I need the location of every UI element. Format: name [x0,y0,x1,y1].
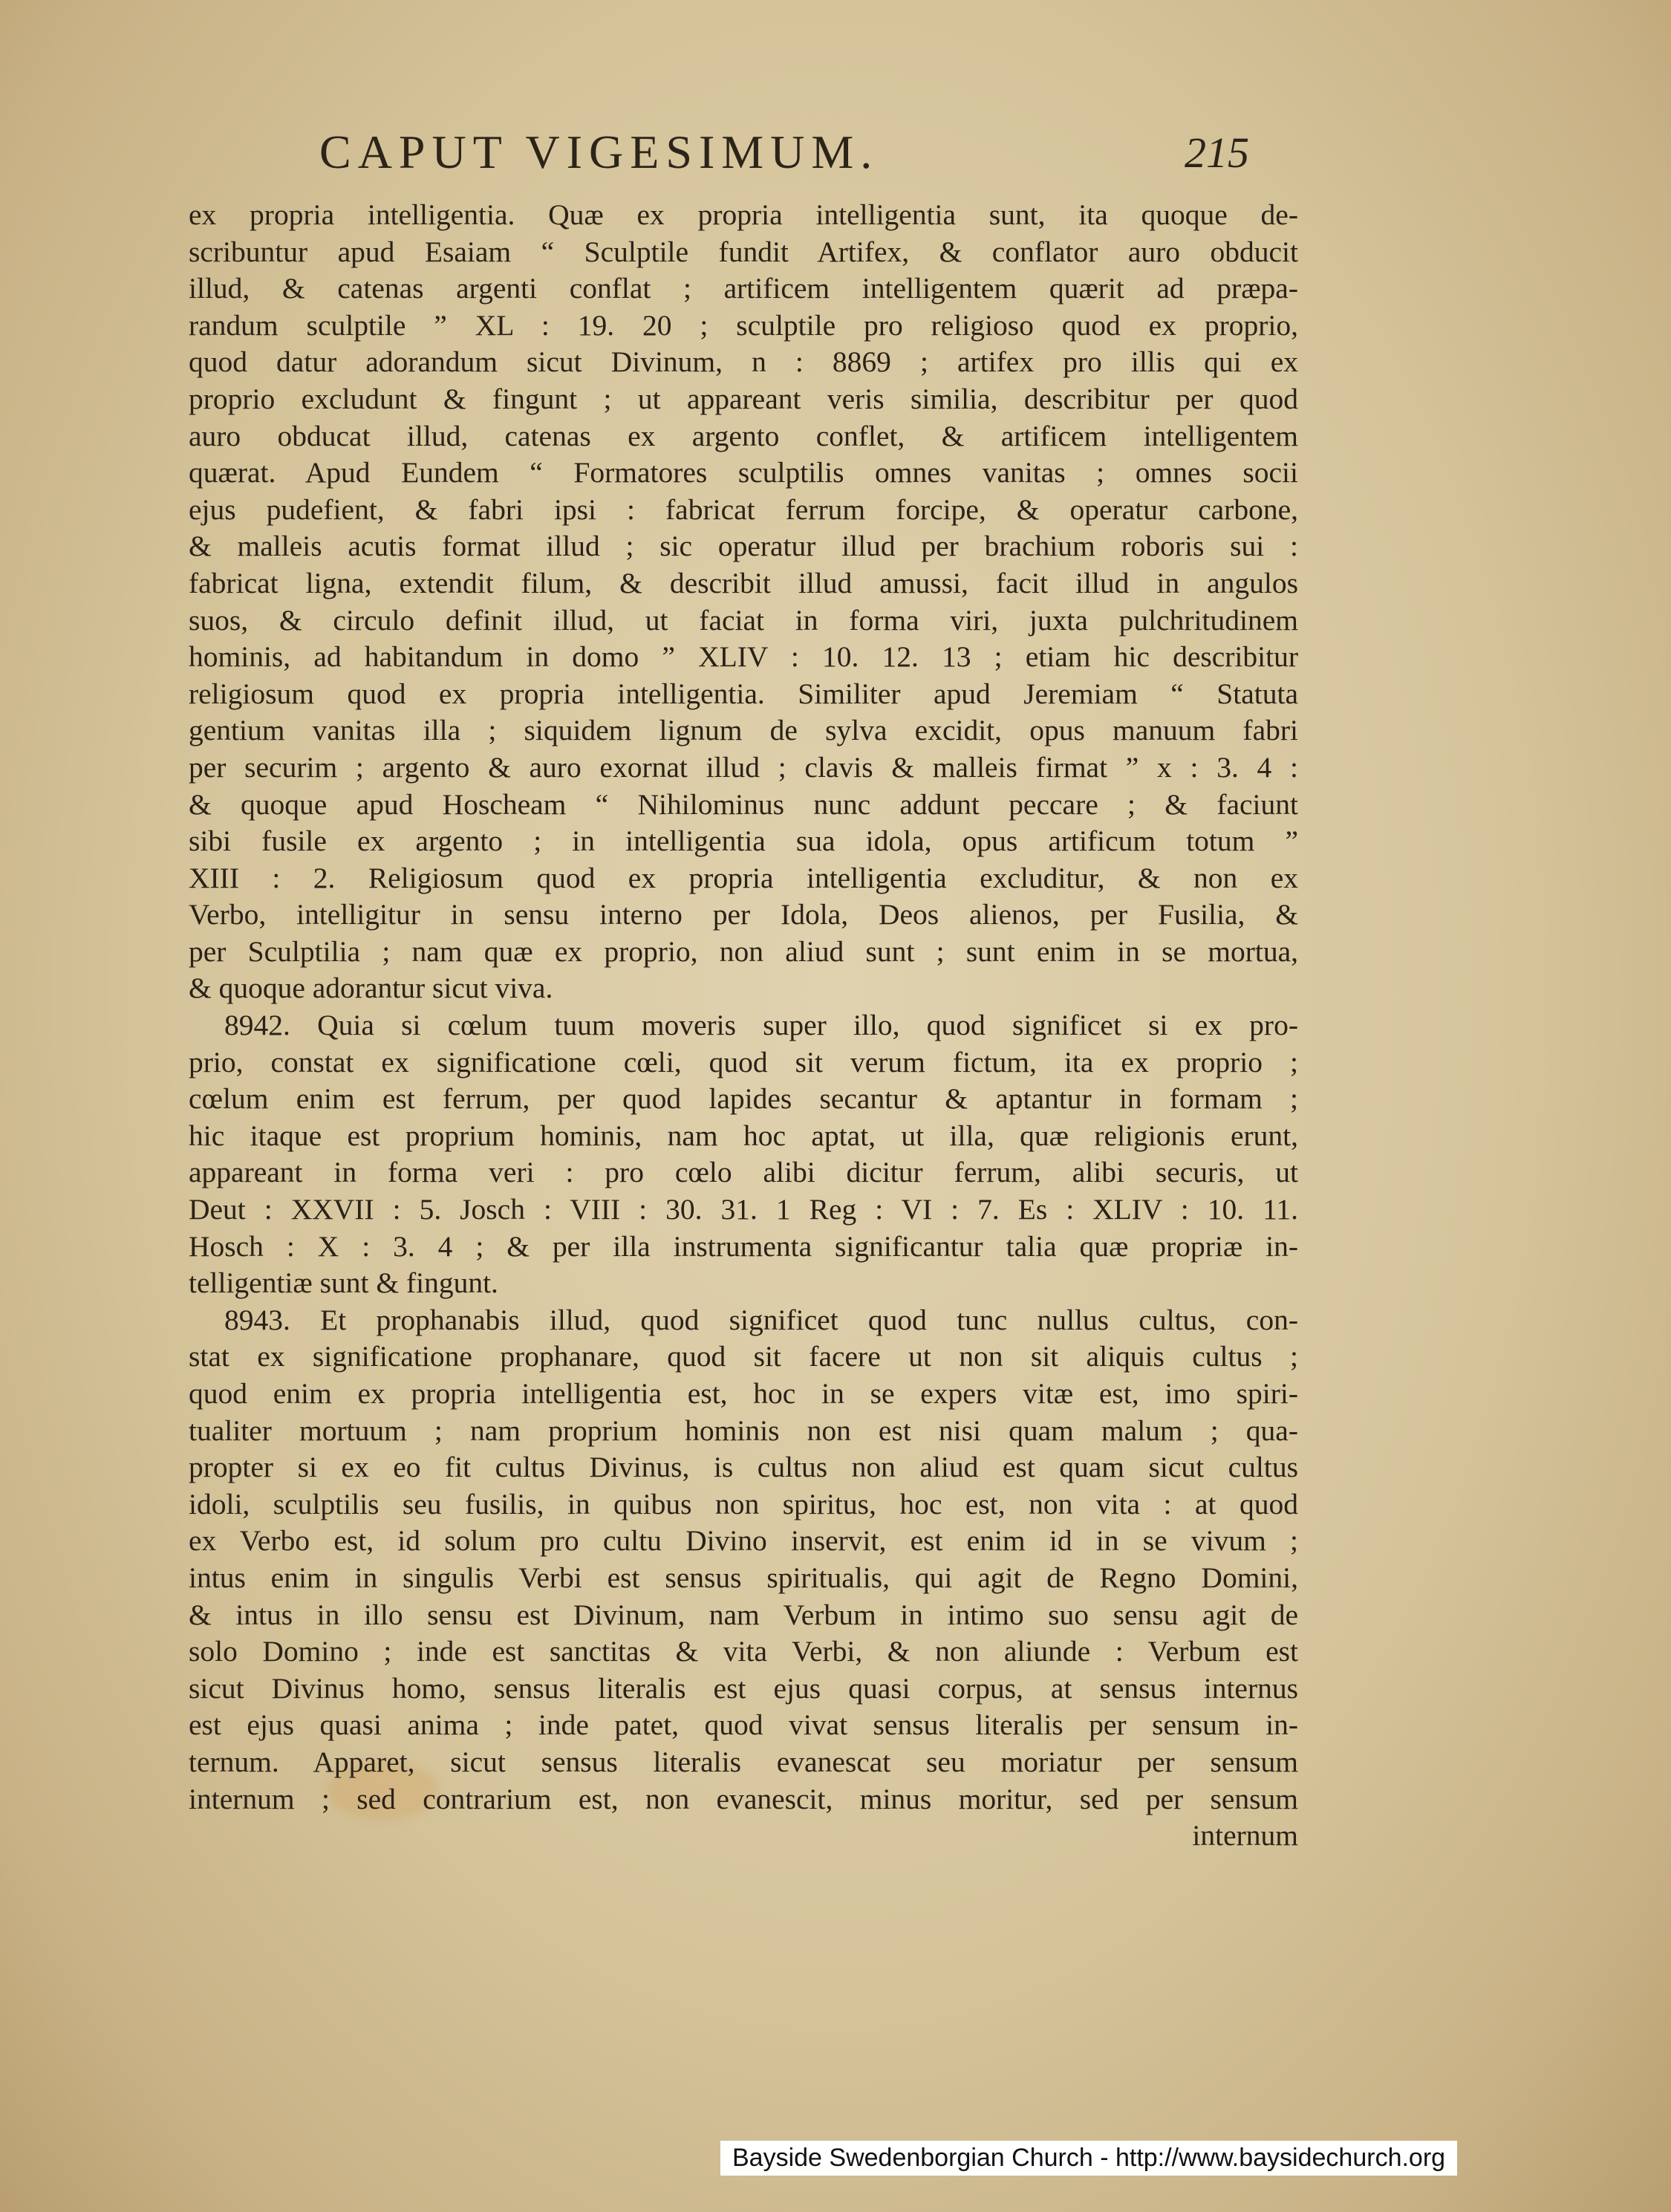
text-line: cœlum enim est ferrum, per quod lapides secantur & aptantur in formam ; [189,1082,1298,1116]
text-line: quærat. Apud Eundem “ Formatores sculptilis omnes vanitas ; omnes socii [189,456,1298,489]
text-line: Hosch : X : 3. 4 ; & per illa instrumenta significantur talia quæ propriæ in- [189,1229,1298,1263]
page-number: 215 [1185,129,1249,177]
text-line: Verbo, intelligitur in sensu interno per Idola, Deos alienos, per Fusilia, & [189,898,1298,931]
text-line: intus enim in singulis Verbi est sensus spiritualis, qui agit de Regno Domini, [189,1561,1298,1594]
text-line: proprio excludunt & fingunt ; ut appareant veris similia, describitur per quod [189,382,1298,415]
text-line: per Sculptilia ; nam quæ ex proprio, non aliud sunt ; sunt enim in se mortua, [189,934,1298,968]
text-line: fabricat ligna, extendit filum, & describit illud amussi, facit illud in angulos [189,566,1298,599]
text-line: hominis, ad habitandum in domo ” XLIV : 10. 12. 13 ; etiam hic describitur [189,640,1298,674]
text-line: 8942. Quia si cœlum tuum moveris super illo, quod significet si ex pro- [224,1009,1298,1042]
text-line: & quoque apud Hoscheam “ Nihilominus nunc addunt peccare ; & faciunt [189,787,1298,821]
text-line: idoli, sculptilis seu fusilis, in quibus non spiritus, hoc est, non vita : at quod [189,1487,1298,1520]
text-line: tualiter mortuum ; nam proprium hominis non est nisi quam malum ; qua- [189,1414,1298,1447]
text-line: scribuntur apud Esaiam “ Sculptile fundit Artifex, & conflator auro obducit [189,235,1298,268]
text-line: suos, & circulo definit illud, ut faciat in forma viri, juxta pulchritudinem [189,603,1298,637]
text-line: & quoque adorantur sicut viva. [189,972,553,1005]
body-text [189,197,1298,1855]
running-head: CAPUT VIGESIMUM. [319,126,879,178]
page-header [0,125,1671,184]
text-line: ex propria intelligentia. Quæ ex propria intelligentia sunt, ita quoque de- [189,198,1298,231]
text-line: est ejus quasi anima ; inde patet, quod vivat sensus literalis per sensum in- [189,1708,1298,1742]
text-line: telligentiæ sunt & fingunt. [189,1266,498,1300]
text-line: ternum. Apparet, sicut sensus literalis evanescat seu moriatur per sensum [189,1745,1298,1778]
text-line: quod enim ex propria intelligentia est, hoc in se expers vitæ est, imo spiri- [189,1377,1298,1410]
text-line: Deut : XXVII : 5. Josch : VIII : 30. 31. 1 Reg : VI : 7. Es : XLIV : 10. 11. [189,1193,1298,1226]
text-line: appareant in forma veri : pro cœlo alibi dicitur ferrum, alibi securis, ut [189,1156,1298,1189]
text-line: prio, constat ex significatione cœli, quod sit verum fictum, ita ex proprio ; [189,1045,1298,1079]
catchword: internum [1192,1819,1298,1852]
text-line: propter si ex eo fit cultus Divinus, is cultus non aliud est quam sicut cultus [189,1451,1298,1484]
text-line: ejus pudefient, & fabri ipsi : fabricat ferrum forcipe, & operatur carbone, [189,492,1298,526]
text-line: XIII : 2. Religiosum quod ex propria intelligentia excluditur, & non ex [189,861,1298,894]
text-line: hic itaque est proprium hominis, nam hoc aptat, ut illa, quæ religionis erunt, [189,1119,1298,1152]
text-line: ex Verbo est, id solum pro cultu Divino inservit, est enim id in se vivum ; [189,1524,1298,1558]
text-line: randum sculptile ” XL : 19. 20 ; sculptile pro religioso quod ex proprio, [189,308,1298,342]
text-line: sicut Divinus homo, sensus literalis est ejus quasi corpus, at sensus internus [189,1671,1298,1705]
text-line: 8943. Et prophanabis illud, quod significet quod tunc nullus cultus, con- [224,1303,1298,1336]
text-line: solo Domino ; inde est sanctitas & vita Verbi, & non aliunde : Verbum est [189,1635,1298,1668]
text-line: stat ex significatione prophanare, quod sit facere ut non sit aliquis cultus ; [189,1340,1298,1373]
text-line: internum ; sed contrarium est, non evanescit, minus moritur, sed per sensum [189,1782,1298,1815]
text-line: sibi fusile ex argento ; in intelligentia sua idola, opus artificum totum ” [189,824,1298,858]
text-line: per securim ; argento & auro exornat illud ; clavis & malleis firmat ” x : 3. 4 : [189,750,1298,784]
text-line: & malleis acutis format illud ; sic operatur illud per brachium roboris sui : [189,530,1298,563]
text-line: & intus in illo sensu est Divinum, nam Verbum in intimo suo sensu agit de [189,1598,1298,1631]
text-line: quod datur adorandum sicut Divinum, n : 8869 ; artifex pro illis qui ex [189,345,1298,379]
source-watermark: Bayside Swedenborgian Church - http://www.baysidechurch.org [720,2141,1457,2176]
text-line: illud, & catenas argenti conflat ; artificem intelligentem quærit ad præpa- [189,272,1298,305]
text-line: religiosum quod ex propria intelligentia. Similiter apud Jeremiam “ Statuta [189,677,1298,710]
text-line: gentium vanitas illa ; siquidem lignum de sylva excidit, opus manuum fabri [189,714,1298,747]
text-line: auro obducat illud, catenas ex argento conflet, & artificem intelligentem [189,419,1298,452]
